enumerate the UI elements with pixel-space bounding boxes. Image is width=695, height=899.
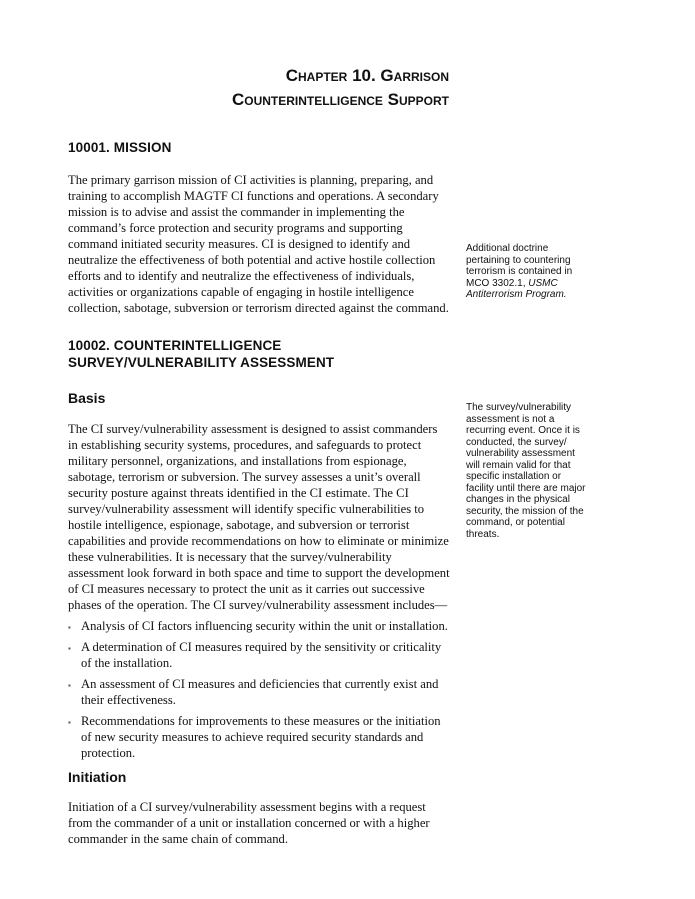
list-item-text: Analysis of CI factors influencing security within the unit or installation. — [81, 619, 448, 633]
list-item-text: An assessment of CI measures and deficiencies that currently exist and their effectiveness. — [81, 677, 439, 707]
chapter-title — [232, 64, 449, 112]
bullet-icon: ▪ — [68, 623, 71, 632]
list-item — [68, 618, 450, 634]
list-item-text: Recommendations for improvements to these measures or the initiation of new security measures to achieve required security standards and protection. — [81, 714, 441, 760]
list-item — [68, 713, 450, 761]
sidenote-doctrine — [466, 243, 586, 301]
list-item-text: A determination of CI measures required by the sensitivity or criticality of the installation. — [81, 640, 442, 670]
sidenote-doctrine-italic: USMC Antiterrorism Program. — [466, 277, 567, 300]
survey-heading-line-2: SURVEY/VULNERABILITY ASSESSMENT — [68, 355, 335, 370]
mission-heading: 10001. MISSION — [68, 140, 172, 155]
list-item — [68, 676, 450, 708]
basis-bullet-list — [68, 618, 450, 766]
bullet-icon: ▪ — [68, 644, 71, 653]
chapter-title-line-1: Chapter 10. Garrison — [285, 66, 449, 85]
survey-heading-line-1: 10002. COUNTERINTELLIGENCE — [68, 338, 282, 353]
bullet-icon: ▪ — [68, 718, 71, 727]
chapter-title-line-2: Counterintelligence Support — [231, 90, 449, 109]
basis-heading: Basis — [68, 390, 106, 406]
basis-paragraph: The CI survey/vulnerability assessment is designed to assist commanders in establishing security systems, procedures, and safeguards to protect military personnel, organizations, and installations from espionage, sabotage, terrorism or subversion. The survey assesses a unit’s overall security posture against threats identified in the CI estimate. The CI survey/vulnerability assessment will identify specific vulnerabilities to hostile intelligence, espionage, sabotage, and subversion or terrorist capabilities and provide recommendations on how to eliminate or minimize these vulnerabilities. It is necessary that the survey/vulnerability assessment look forward in both space and time to support the development of CI measures necessary to protect the unit as it carries out successive phases of the operation. The CI survey/vulnerability assessment includes— — [68, 422, 450, 612]
initiation-heading: Initiation — [68, 769, 127, 785]
list-item — [68, 639, 450, 671]
sidenote-survey: The survey/vulnerability assessment is not a recurring event. Once it is conducted, the survey/ vulnerability assessment will remain valid for that specific installation or facility until there are major changes in the physical security, the mission of the command, or potential threats. — [466, 402, 586, 540]
survey-heading — [68, 337, 334, 371]
initiation-paragraph: Initiation of a CI survey/vulnerability assessment begins with a request from the commander of a unit or installation concerned or with a higher commander in the same chain of command. — [68, 800, 430, 846]
mission-paragraph: The primary garrison mission of CI activities is planning, preparing, and training to accomplish MAGTF CI functions and operations. A secondary mission is to advise and assist the commander in implementing the command’s force protection and security programs and supporting command initiated security measures. CI is designed to identify and neutralize the effectiveness of both potential and active hostile collection efforts and to identify and neutralize the effectiveness of individuals, activities or organizations capable of engaging in hostile intelligence collection, sabotage, subversion or terrorism directed against the command. — [68, 173, 449, 315]
sidenote-doctrine-text: Additional doctrine pertaining to countering terrorism is contained in MCO 3302.1, — [466, 243, 573, 289]
bullet-icon: ▪ — [68, 681, 71, 690]
